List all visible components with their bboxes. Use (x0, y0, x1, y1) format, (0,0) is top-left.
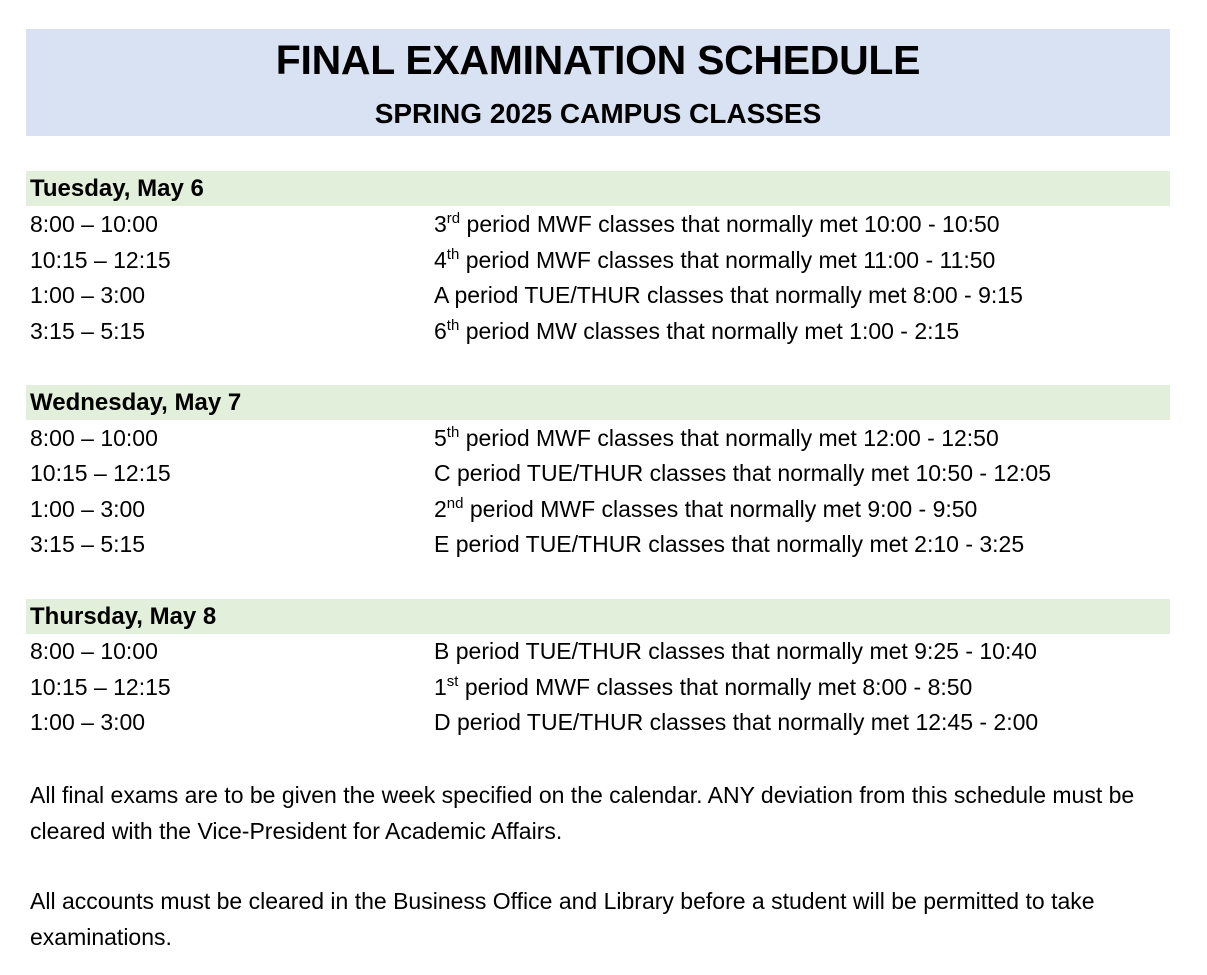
day-heading: Wednesday, May 7 (30, 389, 242, 416)
exam-description: B period TUE/THUR classes that normally met 9:25 - 10:40 (434, 638, 1037, 664)
exam-row (0, 670, 1207, 705)
exam-time: 3:15 – 5:15 (30, 318, 146, 344)
exam-row (0, 243, 1207, 278)
page-subtitle: SPRING 2025 CAMPUS CLASSES (374, 98, 822, 129)
exam-row (0, 634, 1207, 669)
exam-description: 5th period MWF classes that normally met 12:00 - 12:50 (434, 424, 999, 451)
exam-row (0, 314, 1207, 349)
exam-description: 4th period MWF classes that normally met 11:00 - 11:50 (434, 246, 996, 273)
exam-description: C period TUE/THUR classes that normally met 10:50 - 12:05 (434, 460, 1051, 486)
exam-description: D period TUE/THUR classes that normally met 12:45 - 2:00 (434, 709, 1039, 735)
exam-description: 3rd period MWF classes that normally met 10:00 - 10:50 (434, 210, 1000, 237)
exam-row (0, 421, 1207, 456)
note-paragraph: All final exams are to be given the week specified on the calendar. ANY deviation from this schedule must be cleared with the Vice-President for Academic Affairs. (30, 782, 1135, 844)
exam-row (0, 527, 1207, 562)
day-heading: Tuesday, May 6 (30, 175, 204, 202)
exam-description: E period TUE/THUR classes that normally met 2:10 - 3:25 (434, 531, 1025, 557)
exam-row (0, 456, 1207, 491)
day-heading: Thursday, May 8 (30, 603, 217, 630)
exam-time: 1:00 – 3:00 (30, 709, 146, 735)
exam-time: 3:15 – 5:15 (30, 531, 146, 557)
exam-description: 2nd period MWF classes that normally met 9:00 - 9:50 (434, 495, 978, 522)
exam-row (0, 705, 1207, 740)
exam-time: 10:15 – 12:15 (30, 460, 171, 486)
exam-time: 10:15 – 12:15 (30, 674, 171, 700)
exam-description: 1st period MWF classes that normally met 8:00 - 8:50 (434, 673, 973, 700)
exam-time: 8:00 – 10:00 (30, 638, 158, 664)
exam-description: A period TUE/THUR classes that normally met 8:00 - 9:15 (434, 282, 1023, 308)
exam-time: 10:15 – 12:15 (30, 247, 171, 273)
exam-time: 1:00 – 3:00 (30, 496, 146, 522)
exam-time: 8:00 – 10:00 (30, 425, 158, 451)
note-paragraph: All accounts must be cleared in the Business Office and Library before a student will be permitted to take examinations. (30, 888, 1095, 950)
exam-row (0, 207, 1207, 242)
exam-time: 8:00 – 10:00 (30, 211, 158, 237)
page-title: FINAL EXAMINATION SCHEDULE (275, 37, 921, 83)
exam-row (0, 492, 1207, 527)
exam-row (0, 278, 1207, 313)
exam-time: 1:00 – 3:00 (30, 282, 146, 308)
exam-description: 6th period MW classes that normally met 1:00 - 2:15 (434, 317, 960, 344)
